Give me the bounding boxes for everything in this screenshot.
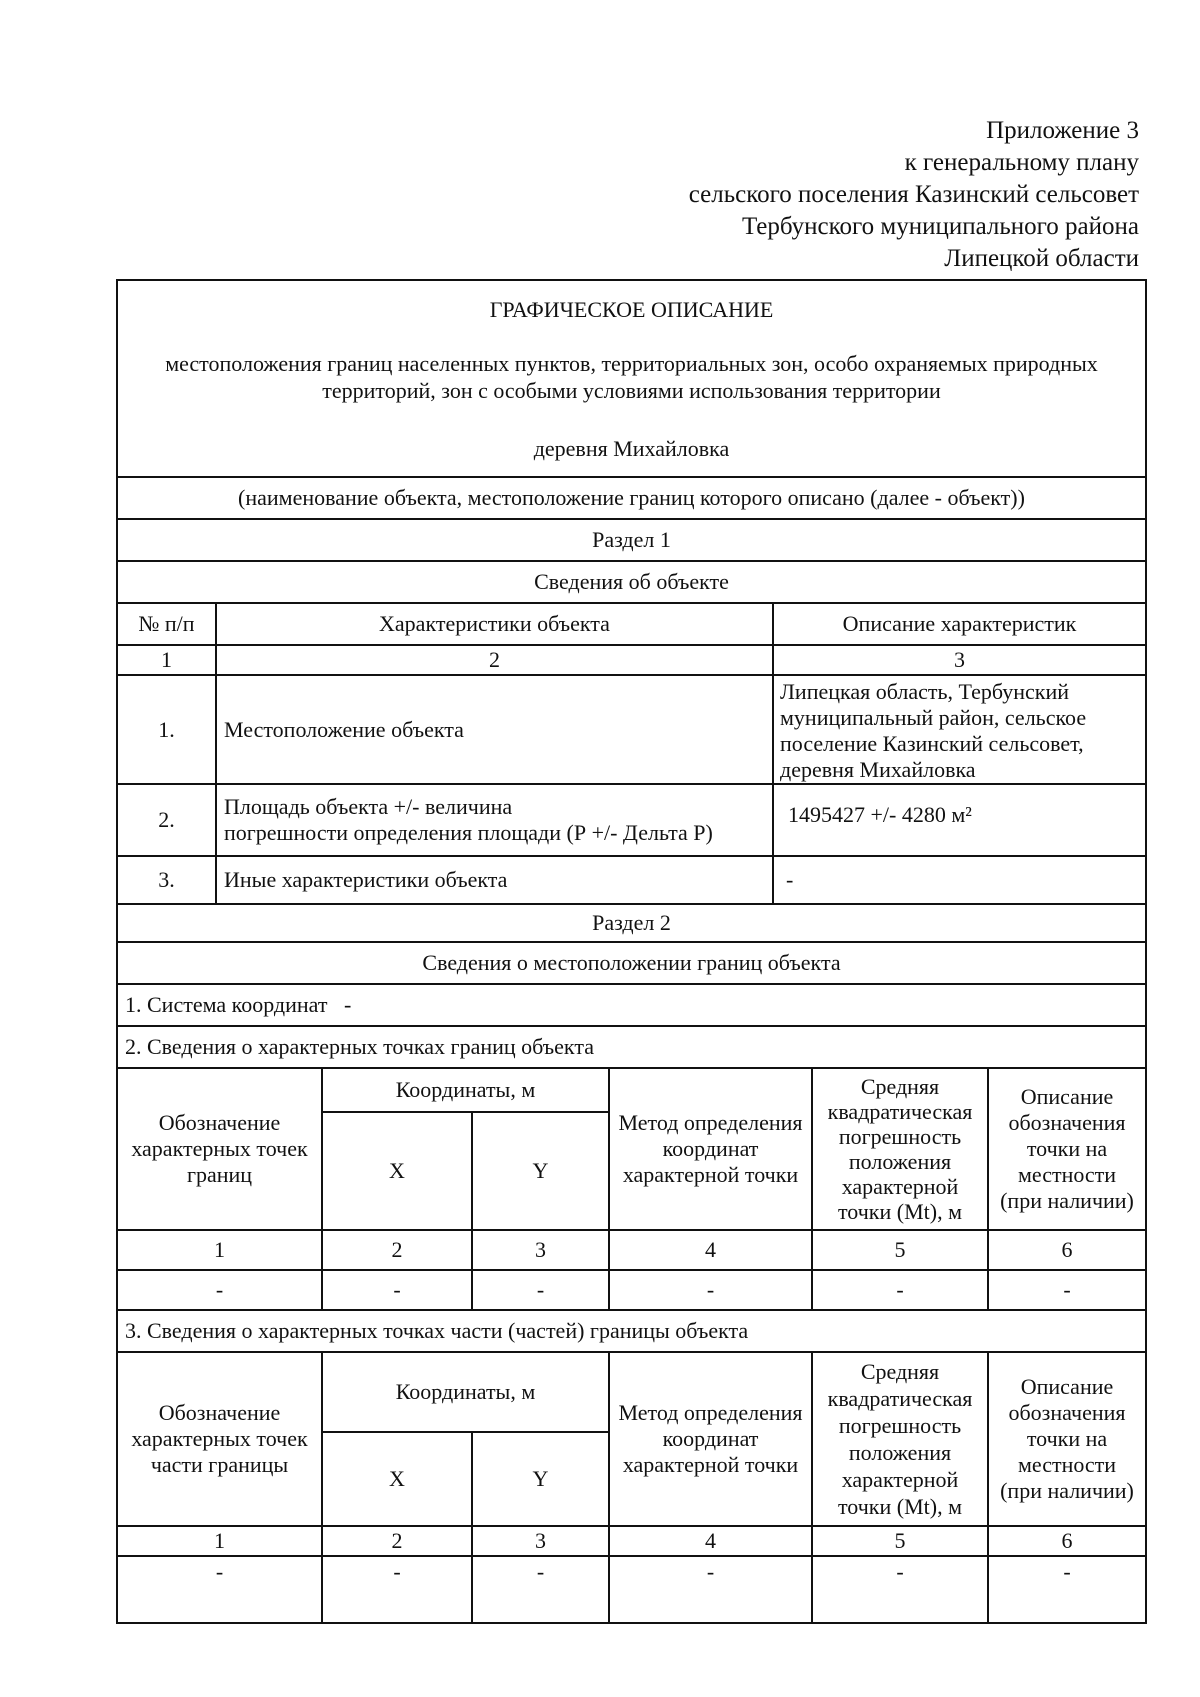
col-number: 1 [214, 1237, 225, 1262]
header-line: положения [848, 1440, 952, 1465]
appendix-line: к генеральному плану [904, 149, 1139, 176]
header-line: точки на [1026, 1136, 1108, 1161]
table-cell: - [215, 1277, 224, 1302]
col-number: 2 [391, 1528, 403, 1553]
col-number: 6 [1061, 1528, 1073, 1553]
document-subtitle-line2: территорий, зон с особыми условиями использования территории [322, 378, 941, 403]
header-line: (при наличии) [1000, 1478, 1134, 1503]
table-cell: - [215, 1559, 224, 1584]
header-line: Обозначение [158, 1400, 281, 1425]
row-value: - [786, 867, 794, 892]
col-number: 1 [214, 1528, 225, 1553]
appendix-line: Тербунского муниципального района [741, 213, 1139, 240]
col-number: 3 [954, 647, 965, 672]
table-cell: - [393, 1559, 401, 1584]
header-line: характерных точек [131, 1136, 308, 1161]
table-cell: - [393, 1277, 401, 1302]
header-line: части границы [150, 1452, 289, 1477]
coordinate-system: 1. Система координат - [125, 992, 352, 1017]
header-line: Описание [1020, 1374, 1114, 1399]
header-line: характерной [841, 1467, 959, 1492]
header-line: границ [186, 1162, 253, 1187]
row-number: 1. [158, 716, 175, 742]
row-number: 2. [158, 807, 175, 832]
table-cell: - [896, 1559, 904, 1584]
header-line: погрешность [838, 1413, 962, 1438]
header-line: квадратическая [827, 1099, 973, 1124]
table-cell: - [1063, 1559, 1071, 1584]
row-name [217, 785, 772, 855]
header-line: местности [1017, 1452, 1117, 1477]
header-line: положения [848, 1149, 952, 1174]
header-line: обозначения [1008, 1400, 1126, 1425]
row-name: Местоположение объекта [224, 716, 464, 742]
row-name-line: Площадь объекта +/- величина [224, 794, 513, 819]
header-line: местности [1017, 1162, 1117, 1187]
part-points-label-header [118, 1353, 321, 1525]
desc-header [989, 1069, 1145, 1229]
part-points-title: 3. Сведения о характерных точках части (частей) границы объекта [125, 1318, 749, 1343]
header-line: характерных точек [131, 1426, 308, 1451]
col-number: 3 [535, 1237, 546, 1262]
header-line: Средняя [860, 1074, 940, 1099]
document-subtitle-line1: местоположения границ населенных пунктов, территориальных зон, особо охраняемых природных [165, 351, 1098, 376]
x-header: X [389, 1158, 405, 1183]
header-line: обозначения [1008, 1110, 1126, 1135]
table-cell: - [536, 1277, 545, 1302]
table-cell: - [706, 1277, 715, 1302]
table-cell: - [706, 1559, 715, 1584]
col-number: 5 [894, 1528, 906, 1553]
header-line: Обозначение [158, 1110, 281, 1135]
header-line: Метод определения [618, 1110, 803, 1135]
section1-title: Раздел 1 [592, 527, 671, 552]
header-line: (при наличии) [1000, 1188, 1134, 1213]
header-line: погрешность [838, 1124, 962, 1149]
points-title: 2. Сведения о характерных точках границ объекта [125, 1034, 594, 1059]
col-number: 1 [161, 647, 172, 672]
appendix-line: Липецкой области [944, 245, 1139, 272]
table-cell: - [896, 1277, 904, 1302]
col-header-characteristics: Характеристики объекта [379, 611, 610, 636]
method-header [610, 1069, 811, 1229]
col-number: 2 [489, 647, 500, 672]
object-caption: (наименование объекта, местоположение границ которого описано (далее - объект)) [238, 485, 1025, 510]
header-line: характерной точки [622, 1162, 799, 1187]
col-number: 4 [705, 1237, 716, 1262]
col-number: 5 [894, 1237, 906, 1262]
row-value-line: поселение Казинский сельсовет, [780, 731, 1084, 756]
y-header: Y [532, 1466, 549, 1491]
section2-subtitle: Сведения о местоположении границ объекта [422, 950, 841, 975]
header-line: Метод определения [618, 1400, 803, 1425]
header-line: Описание [1020, 1084, 1114, 1109]
header-line: характерной [841, 1174, 959, 1199]
row-number: 3. [158, 867, 175, 892]
col-number: 4 [705, 1528, 716, 1553]
coords-header: Координаты, м [395, 1379, 536, 1404]
header-line: точки (Mt), м [837, 1494, 963, 1519]
row-value [774, 679, 1145, 783]
method-header [610, 1353, 811, 1525]
header-line: характерной точки [622, 1452, 799, 1477]
appendix-line: сельского поселения Казинский сельсовет [688, 181, 1139, 208]
header-line: точки на [1026, 1426, 1108, 1451]
col-number: 2 [391, 1237, 403, 1262]
col-header-number: № п/п [138, 611, 195, 636]
document-title: ГРАФИЧЕСКОЕ ОПИСАНИЕ [489, 297, 774, 322]
col-number: 6 [1061, 1237, 1073, 1262]
col-header-description: Описание характеристик [842, 611, 1077, 636]
row-name: Иные характеристики объекта [224, 867, 508, 892]
row-value: 1495427 +/- 4280 м² [788, 802, 972, 827]
points-label-header [118, 1069, 321, 1229]
appendix-block [439, 115, 1139, 275]
row-value-line: Липецкая область, Тербунский [780, 679, 1070, 704]
error-header [813, 1353, 987, 1525]
appendix-line: Приложение 3 [986, 117, 1139, 144]
error-header [813, 1069, 987, 1229]
object-name: деревня Михайловка [533, 436, 730, 461]
section1-subtitle: Сведения об объекте [534, 569, 729, 594]
header-line: координат [662, 1426, 759, 1451]
desc-header [989, 1353, 1145, 1525]
table-cell: - [1063, 1277, 1071, 1302]
row-name-line: погрешности определения площади (Р +/- Дельта Р) [224, 820, 713, 845]
row-value-line: муниципальный район, сельское [780, 705, 1087, 730]
header-line: координат [662, 1136, 759, 1161]
coords-header: Координаты, м [395, 1077, 536, 1102]
col-number: 3 [535, 1528, 546, 1553]
y-header: Y [532, 1158, 549, 1183]
row-value-line: деревня Михайловка [780, 757, 976, 782]
header-line: Средняя [860, 1359, 940, 1384]
section2-title: Раздел 2 [592, 910, 671, 935]
table-cell: - [536, 1559, 545, 1584]
header-line: точки (Mt), м [837, 1199, 963, 1224]
header-line: квадратическая [827, 1386, 973, 1411]
description-form [116, 279, 1147, 1624]
x-header: X [389, 1466, 405, 1491]
